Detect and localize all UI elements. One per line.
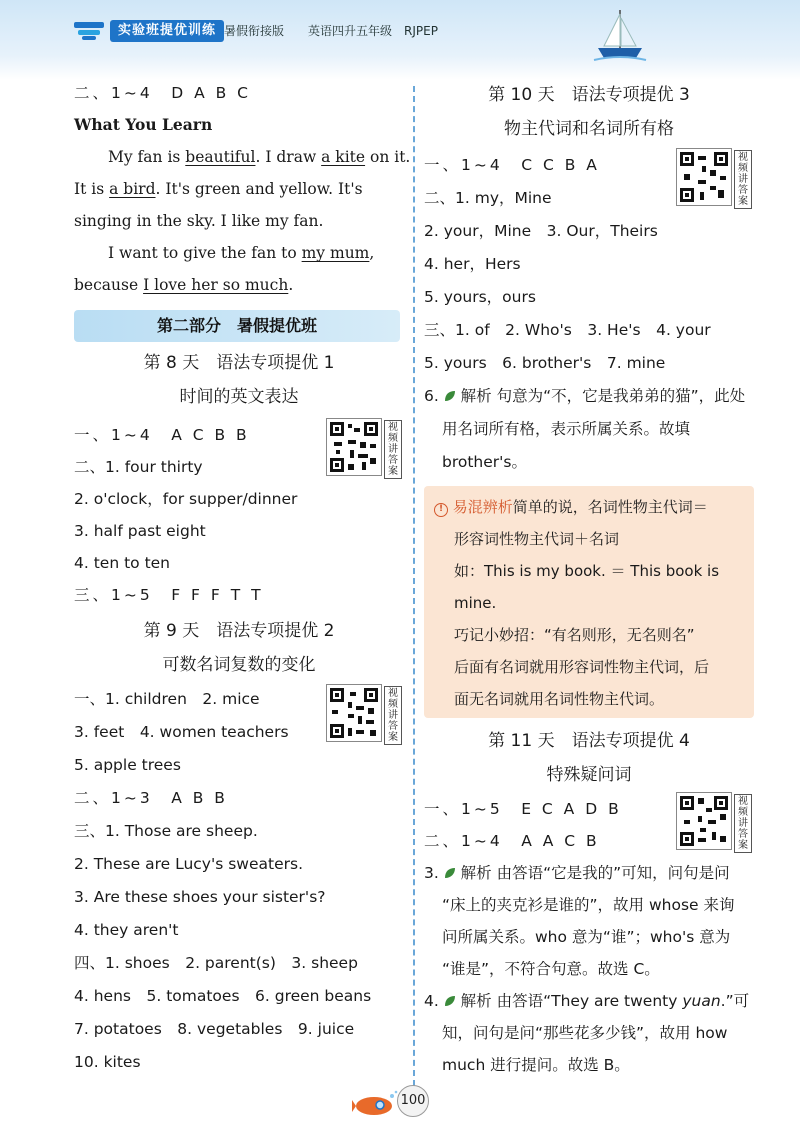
qr-code[interactable] — [326, 684, 382, 742]
text: , — [369, 244, 375, 262]
qr-code-icon — [680, 152, 728, 202]
answer-line: 3. half past eight — [74, 522, 206, 540]
part-banner: 第二部分 暑假提优班 — [74, 310, 400, 342]
answer-line: 4. her，Hers — [424, 255, 521, 273]
answer-line: 二、1~4 D A B C — [74, 84, 251, 102]
answer-line: 三、1~5 F F F T T — [74, 586, 264, 604]
text: . I draw — [255, 148, 322, 166]
tip-line: 如：This is my book. ＝ This book is — [454, 562, 720, 580]
text: I want to give the fan to — [108, 244, 302, 262]
tip-line: 后面有名词就用形容词性物主代词，后 — [454, 658, 710, 676]
explanation-line: much 进行提问。故选 B。 — [442, 1056, 630, 1074]
explanation-line — [424, 385, 745, 407]
qr-code-icon — [330, 422, 378, 472]
submarine-fish-icon — [352, 1090, 400, 1118]
text: It is — [74, 180, 110, 198]
answer-line: 2. o'clock，for supper/dinner — [74, 490, 298, 508]
leaf-icon — [444, 995, 456, 1007]
underlined-text: beautiful — [185, 148, 256, 166]
answer-line: 一、1~4 A C B B — [74, 426, 250, 444]
answer-line: 一、1~4 C C B A — [424, 156, 600, 174]
qr-code[interactable] — [676, 148, 732, 206]
text: 解析 句意为“不，它是我弟弟的猫”，此处 — [460, 387, 746, 405]
explanation-line: “床上的夹克衫是谁的”，故用 whose 来询 — [442, 896, 735, 914]
tip-line: mine. — [454, 594, 497, 612]
answer-line: 4. ten to ten — [74, 554, 171, 572]
text: because — [74, 276, 144, 294]
day-title: 第 11 天 语法专项提优 4 — [488, 731, 690, 751]
answer-line: 10. kites — [74, 1053, 141, 1071]
column-divider — [413, 86, 415, 1086]
text: .”可 — [720, 992, 750, 1010]
answer-line: 5. yours，ours — [424, 288, 536, 306]
answer-line: 3. feet 4. women teachers — [74, 723, 289, 741]
tip-box — [424, 486, 754, 718]
publisher-label: RJPEP — [404, 24, 438, 38]
text: 解析 由答语“They are twenty — [460, 992, 683, 1010]
day-subtitle: 物主代词和名词所有格 — [504, 119, 674, 139]
answer-line: 一、1~5 E C A D B — [424, 800, 622, 818]
explanation-line — [424, 862, 730, 884]
underlined-text: my mum — [301, 244, 370, 262]
day-title: 第 9 天 语法专项提优 2 — [143, 621, 335, 641]
qr-code-icon — [680, 796, 728, 846]
answer-line: 2. These are Lucy's sweaters. — [74, 855, 303, 873]
qr-caption: 视频讲答案 — [734, 794, 752, 853]
text: . — [288, 276, 294, 294]
answer-line: 4. they aren't — [74, 921, 179, 939]
paragraph-line — [74, 274, 293, 296]
item-number: 6. — [424, 387, 439, 405]
underlined-text: a kite — [321, 148, 366, 166]
day-subtitle: 特殊疑问词 — [546, 765, 632, 785]
text: My fan is — [108, 148, 186, 166]
edition-label: 暑假衔接版 — [224, 24, 285, 38]
answer-line: 2. your，Mine 3. Our，Theirs — [424, 222, 658, 240]
explanation-line: 问所属关系。who 意为“谁”；who's 意为 — [442, 928, 731, 946]
grade-label: 英语四升五年级 — [308, 24, 393, 38]
italic-text: yuan — [682, 992, 721, 1010]
paragraph-line — [108, 242, 374, 264]
qr-code[interactable] — [326, 418, 382, 476]
item-number: 4. — [424, 992, 439, 1010]
qr-caption: 视频讲答案 — [384, 420, 402, 479]
explanation-line: 用名词所有格，表示所属关系。故填 — [442, 420, 691, 438]
answer-line: 三、1. of 2. Who's 3. He's 4. your — [424, 321, 711, 339]
day-title: 第 8 天 语法专项提优 1 — [143, 353, 335, 373]
answer-line: 5. apple trees — [74, 756, 181, 774]
underlined-text: I love her so much — [143, 276, 289, 294]
qr-caption: 视频讲答案 — [384, 686, 402, 745]
qr-caption: 视频讲答案 — [734, 150, 752, 209]
text: 解析 由答语“它是我的”可知，问句是问 — [460, 864, 730, 882]
answer-line: 二、1~4 A A C B — [424, 832, 600, 850]
day-title: 第 10 天 语法专项提优 3 — [488, 85, 690, 105]
answer-line: 三、1. Those are sheep. — [74, 822, 258, 840]
sailboat-icon — [590, 6, 650, 66]
paragraph-line — [74, 178, 363, 200]
answer-line: 7. potatoes 8. vegetables 9. juice — [74, 1020, 355, 1038]
paragraph-line: singing in the sky. I like my fan. — [74, 212, 324, 230]
answer-line: 二、1. my，Mine — [424, 189, 552, 207]
alert-icon: ! — [434, 503, 448, 517]
text: 简单的说，名词性物主代词＝ — [512, 498, 708, 516]
explanation-line — [424, 990, 749, 1012]
leaf-icon — [444, 390, 456, 402]
answer-line: 四、1. shoes 2. parent(s) 3. sheep — [74, 954, 358, 972]
text: . It's green and yellow. It's — [155, 180, 363, 198]
leaf-icon — [444, 867, 456, 879]
explanation-line: “谁是”，不符合句意。故选 C。 — [442, 960, 660, 978]
tip-line — [434, 496, 708, 518]
section-heading: What You Learn — [74, 115, 213, 134]
answer-line: 5. yours 6. brother's 7. mine — [424, 354, 666, 372]
answer-line: 二、1~3 A B B — [74, 789, 228, 807]
series-title: 实验班提优训练 — [110, 20, 224, 42]
tip-line: 形容词性物主代词＋名词 — [454, 530, 620, 548]
explanation-line: 知，问句是问“那些花多少钱”，故用 how — [442, 1024, 728, 1042]
answer-line: 二、1. four thirty — [74, 458, 203, 476]
tip-line: 面无名词就用名词性物主代词。 — [454, 690, 665, 708]
text: on it. — [365, 148, 411, 166]
answer-line: 4. hens 5. tomatoes 6. green beans — [74, 987, 372, 1005]
paragraph-line — [108, 146, 410, 168]
day-subtitle: 时间的英文表达 — [179, 387, 299, 407]
qr-code-icon — [330, 688, 378, 738]
qr-code[interactable] — [676, 792, 732, 850]
day-subtitle: 可数名词复数的变化 — [162, 655, 316, 675]
tip-line: 巧记小妙招：“有名则形，无名则名” — [454, 626, 695, 644]
answer-line: 3. Are these shoes your sister's? — [74, 888, 326, 906]
book-logo-icon — [72, 20, 106, 42]
explanation-line: brother's。 — [442, 453, 528, 471]
page-number: 100 — [397, 1085, 429, 1117]
underlined-text: a bird — [109, 180, 156, 198]
answer-line: 一、1. children 2. mice — [74, 690, 260, 708]
item-number: 3. — [424, 864, 439, 882]
tip-tag: 易混辨析 — [452, 498, 513, 516]
page-header — [0, 0, 800, 80]
